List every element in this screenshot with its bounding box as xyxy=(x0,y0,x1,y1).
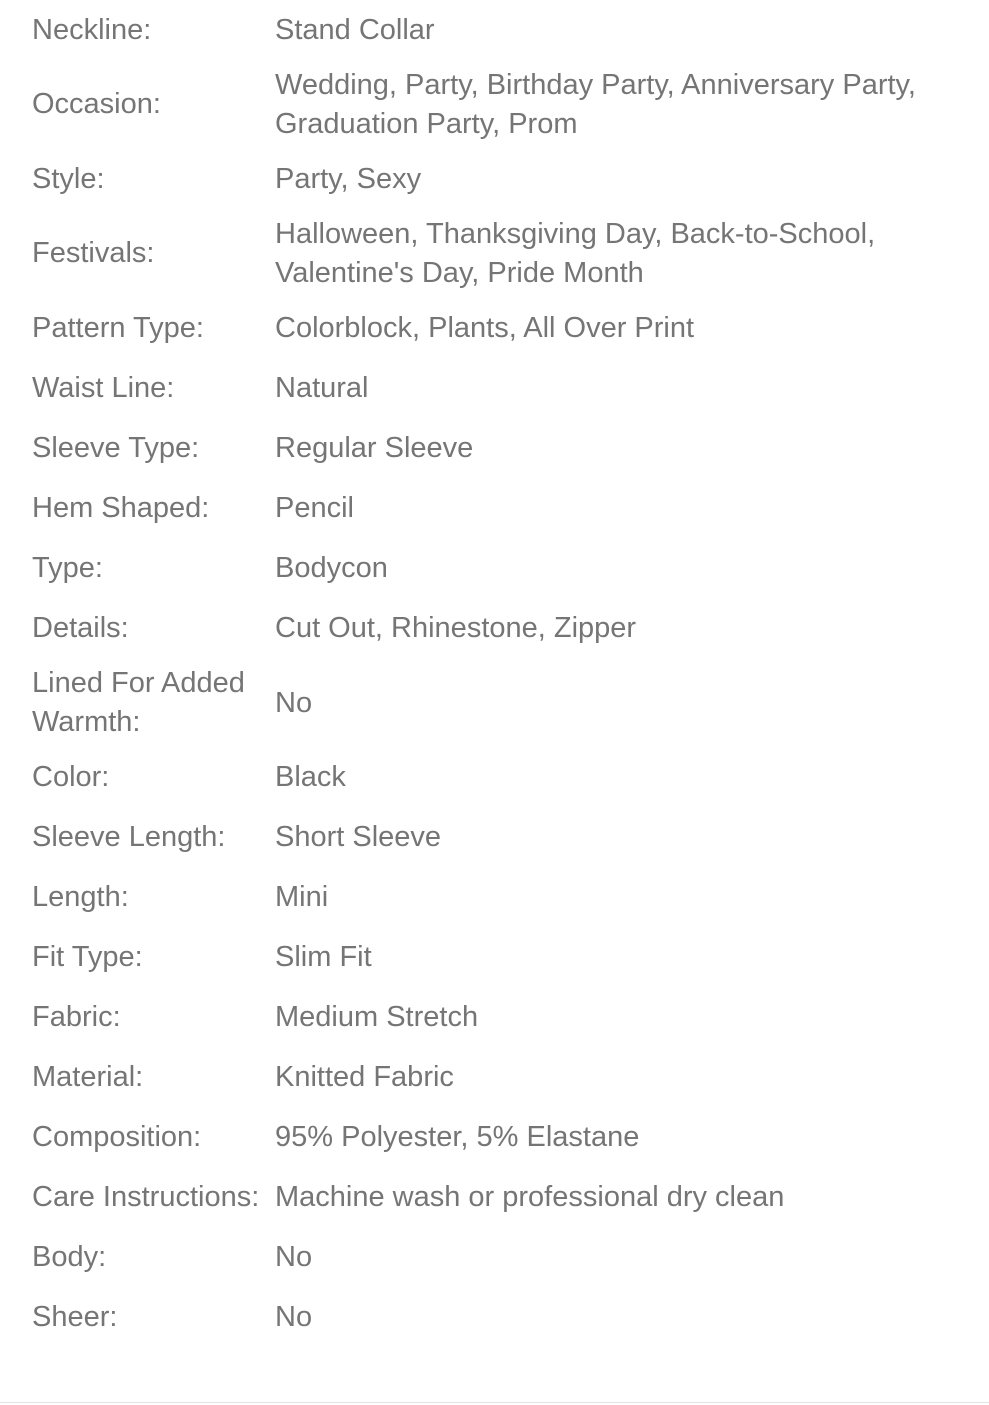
spec-value-text: Natural xyxy=(275,371,369,404)
spec-value xyxy=(275,987,989,1047)
spec-value-text: Colorblock, Plants, All Over Print xyxy=(275,311,695,344)
spec-value xyxy=(275,478,989,538)
spec-value xyxy=(275,747,989,807)
spec-value xyxy=(275,1107,989,1167)
spec-label-text: Occasion: xyxy=(32,88,161,121)
spec-label xyxy=(0,927,275,987)
spec-label-text: Pattern Type: xyxy=(32,311,204,344)
spec-row xyxy=(0,1287,989,1347)
spec-value xyxy=(275,1167,989,1227)
spec-row xyxy=(0,1107,989,1167)
spec-value-text: Medium Stretch xyxy=(275,1001,479,1034)
spec-label-text: Style: xyxy=(32,162,105,195)
spec-label xyxy=(0,209,275,298)
spec-value-text: Pencil xyxy=(275,491,354,524)
spec-label xyxy=(0,358,275,418)
spec-row xyxy=(0,1047,989,1107)
spec-label-text: Fit Type: xyxy=(32,941,143,974)
spec-value xyxy=(275,298,989,358)
spec-label xyxy=(0,149,275,209)
spec-row xyxy=(0,1227,989,1287)
spec-value xyxy=(275,927,989,987)
spec-value-text: No xyxy=(275,1301,313,1334)
spec-value xyxy=(275,149,989,209)
spec-value-text: Slim Fit xyxy=(275,941,372,974)
spec-label-text: Color: xyxy=(32,761,110,794)
spec-label xyxy=(0,0,275,60)
spec-row xyxy=(0,658,989,747)
spec-row xyxy=(0,867,989,927)
spec-value-text: Knitted Fabric xyxy=(275,1061,454,1094)
spec-label-text: Sheer: xyxy=(32,1301,118,1334)
spec-value-text: Cut Out, Rhinestone, Zipper xyxy=(275,611,637,644)
spec-value-text: No xyxy=(275,1241,313,1274)
spec-label-text: Waist Line: xyxy=(32,371,175,404)
spec-label-text: Neckline: xyxy=(32,13,152,46)
spec-label-text: Care Instructions: xyxy=(32,1181,260,1214)
spec-label xyxy=(0,987,275,1047)
spec-label xyxy=(0,747,275,807)
spec-value-text: Machine wash or professional dry clean xyxy=(275,1181,785,1214)
spec-row xyxy=(0,987,989,1047)
spec-row xyxy=(0,1167,989,1227)
spec-label-text: Details: xyxy=(32,611,129,644)
spec-value xyxy=(275,538,989,598)
spec-row xyxy=(0,298,989,358)
spec-label xyxy=(0,1167,275,1227)
spec-value xyxy=(275,807,989,867)
spec-value xyxy=(275,60,989,149)
spec-label xyxy=(0,867,275,927)
spec-label-text: Material: xyxy=(32,1061,144,1094)
spec-value xyxy=(275,0,989,60)
spec-row xyxy=(0,538,989,598)
spec-label xyxy=(0,658,275,747)
spec-value xyxy=(275,209,989,298)
spec-label-text: Sleeve Length: xyxy=(32,821,226,854)
spec-label xyxy=(0,807,275,867)
spec-label-text: Sleeve Type: xyxy=(32,431,200,464)
spec-value xyxy=(275,1227,989,1287)
spec-row xyxy=(0,358,989,418)
spec-row xyxy=(0,598,989,658)
spec-label-text: Body: xyxy=(32,1241,107,1274)
spec-value xyxy=(275,867,989,927)
spec-label xyxy=(0,1047,275,1107)
spec-value-text: Short Sleeve xyxy=(275,821,442,854)
spec-label-text: Length: xyxy=(32,881,129,914)
spec-row xyxy=(0,149,989,209)
spec-value-text: 95% Polyester, 5% Elastane xyxy=(275,1121,640,1154)
spec-value xyxy=(275,1287,989,1347)
spec-row xyxy=(0,807,989,867)
spec-row xyxy=(0,478,989,538)
spec-label xyxy=(0,538,275,598)
spec-row xyxy=(0,209,989,298)
spec-label-text: Hem Shaped: xyxy=(32,491,210,524)
spec-value xyxy=(275,358,989,418)
spec-label xyxy=(0,1287,275,1347)
spec-value-text: Regular Sleeve xyxy=(275,431,474,464)
spec-value-text: Halloween, Thanksgiving Day, Back-to-School, Valentine's Day, Pride Month xyxy=(275,218,876,289)
spec-value-text: Party, Sexy xyxy=(275,162,422,195)
spec-value xyxy=(275,598,989,658)
spec-label xyxy=(0,418,275,478)
spec-value-text: No xyxy=(275,686,313,719)
spec-label xyxy=(0,1107,275,1167)
spec-row xyxy=(0,927,989,987)
spec-label-text: Composition: xyxy=(32,1121,202,1154)
spec-value xyxy=(275,658,989,747)
spec-value xyxy=(275,1047,989,1107)
spec-label-text: Festivals: xyxy=(32,237,155,270)
spec-label xyxy=(0,298,275,358)
spec-value-text: Black xyxy=(275,761,346,794)
spec-label xyxy=(0,598,275,658)
spec-label-text: Fabric: xyxy=(32,1001,121,1034)
spec-row xyxy=(0,418,989,478)
spec-value-text: Mini xyxy=(275,881,329,914)
spec-row xyxy=(0,60,989,149)
spec-value xyxy=(275,418,989,478)
spec-label-text: Type: xyxy=(32,551,103,584)
spec-label xyxy=(0,60,275,149)
spec-value-text: Bodycon xyxy=(275,551,388,584)
spec-label xyxy=(0,478,275,538)
spec-label-text: Lined For Added Warmth: xyxy=(32,667,245,738)
bottom-divider xyxy=(0,1402,989,1403)
spec-value-text: Stand Collar xyxy=(275,13,435,46)
spec-value-text: Wedding, Party, Birthday Party, Anniversary Party, Graduation Party, Prom xyxy=(275,69,916,140)
spec-row xyxy=(0,0,989,60)
spec-row xyxy=(0,747,989,807)
spec-label xyxy=(0,1227,275,1287)
